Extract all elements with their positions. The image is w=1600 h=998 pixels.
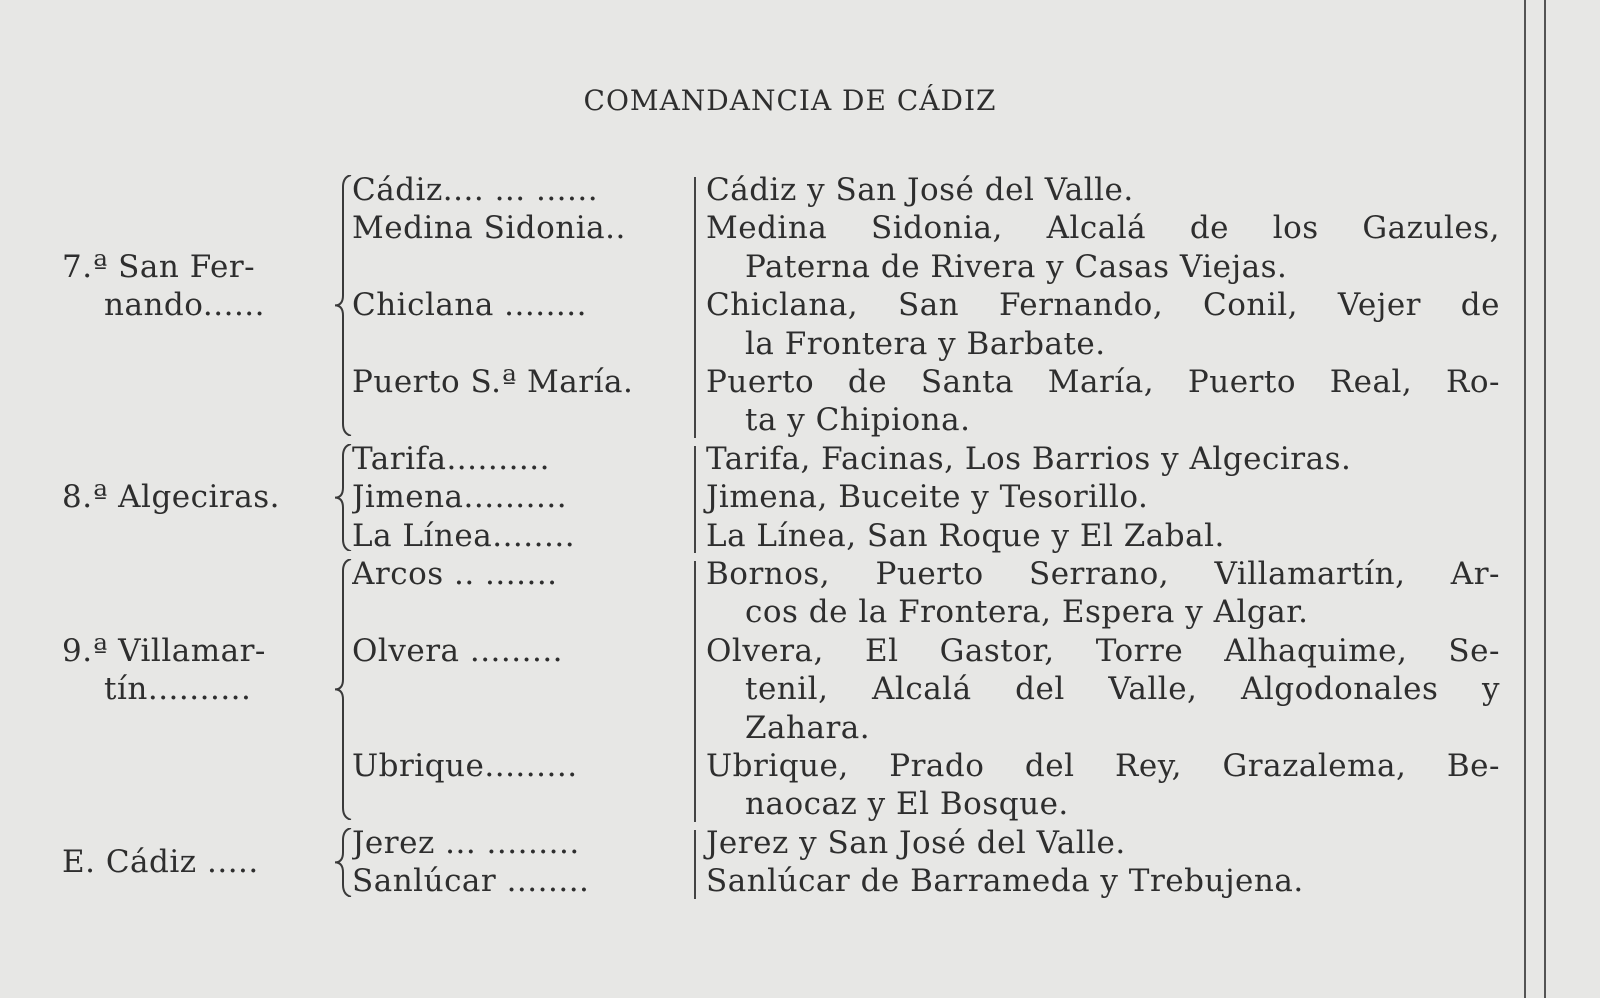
district-label: 8.ª Algeciras. [62,479,280,516]
places-list: Paterna de Rivera y Casas Viejas. [745,248,1288,285]
subdistrict-name: Medina Sidonia.. [352,210,626,247]
district-label: 9.ª Villamar- [62,632,266,669]
places-list: Tarifa, Facinas, Los Barrios y Algeciras. [706,440,1352,477]
places-list: Jimena, Buceite y Tesorillo. [706,479,1149,516]
places-list: Chiclana, San Fernando, Conil, Vejer de [706,287,1500,324]
page-title: COMANDANCIA DE CÁDIZ [583,84,997,117]
brace-icon [333,828,353,897]
subdistrict-name: Ubrique......... [352,748,578,784]
subdistrict-name: Tarifa.......... [352,440,550,477]
places-list: cos de la Frontera, Espera y Algar. [745,594,1309,631]
district-label: tín.......... [104,671,252,708]
brace-icon [333,444,353,551]
places-list: tenil, Alcalá del Valle, Algodonales y [745,671,1500,708]
district-label: 7.ª San Fer- [62,248,256,285]
district-label: E. Cádiz ..... [62,844,259,880]
subdistrict-name: Sanlúcar ........ [352,863,590,900]
column-divider [694,561,696,822]
page-border-line [1544,0,1546,998]
places-list: Sanlúcar de Barrameda y Trebujena. [706,863,1304,900]
places-list: Medina Sidonia, Alcalá de los Gazules, [706,210,1500,247]
column-divider [694,830,696,899]
district-label: nando...... [104,287,265,324]
places-list: la Frontera y Barbate. [745,325,1106,362]
subdistrict-name: Chiclana ........ [352,287,587,324]
subdistrict-name: Jimena.......... [352,479,568,516]
places-list: Olvera, El Gastor, Torre Alhaquime, Se- [706,632,1500,669]
column-divider [694,446,696,553]
subdistrict-name: Puerto S.ª María. [352,364,634,400]
subdistrict-name: Olvera ......... [352,632,564,669]
places-list: naocaz y El Bosque. [745,786,1069,823]
subdistrict-name: Cádiz.... ... ...... [352,172,599,208]
places-list: Cádiz y San José del Valle. [706,172,1134,208]
page-border-line [1524,0,1526,998]
brace-icon [333,559,353,820]
places-list: ta y Chipiona. [745,402,971,439]
subdistrict-name: Jerez ... ......... [352,824,580,861]
places-list: La Línea, San Roque y El Zabal. [706,517,1225,554]
column-divider [694,177,696,438]
places-list: Zahara. [745,709,871,746]
subdistrict-name: La Línea........ [352,517,576,554]
brace-icon [333,175,353,436]
places-list: Jerez y San José del Valle. [706,824,1126,861]
places-list: Puerto de Santa María, Puerto Real, Ro- [706,364,1500,400]
places-list: Ubrique, Prado del Rey, Grazalema, Be- [706,748,1500,784]
places-list: Bornos, Puerto Serrano, Villamartín, Ar- [706,556,1500,592]
subdistrict-name: Arcos .. ....... [352,556,558,592]
